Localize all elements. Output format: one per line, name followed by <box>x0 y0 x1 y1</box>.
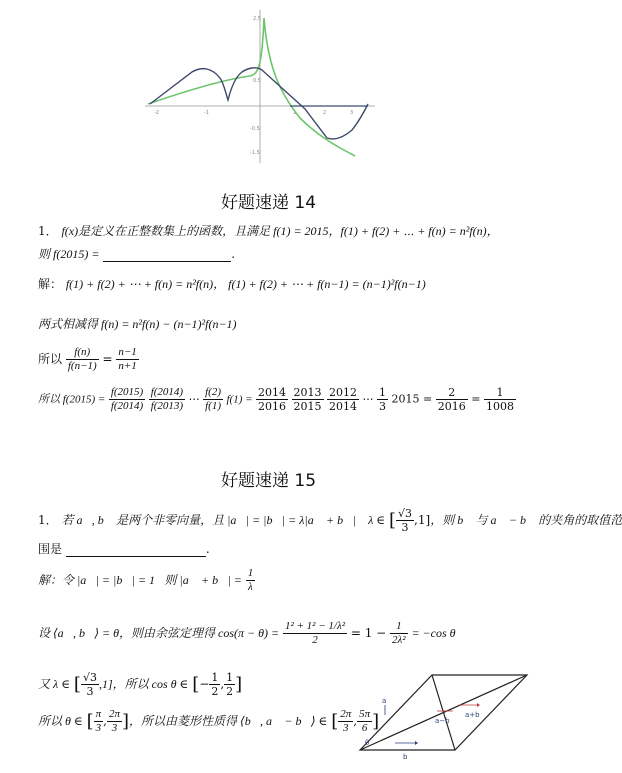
fraction: $\frac{1}{1008}$ <box>485 386 514 413</box>
label-a: a <box>382 697 387 705</box>
fraction: $\frac{1}{\lambda}$ <box>247 567 254 593</box>
p15-solution-line2: 设 ⟨a⃗, b⃗⟩ = θ，则由余弦定理得 cos(π − θ) = $\frac{\text{1² + 1² − 1/λ²}}{2}$ = 1 − $\frac{1}{\text{2λ²}}$ = −cos θ <box>38 620 456 646</box>
fraction: $\frac{1}{2}$ <box>211 671 219 698</box>
p15-title: 好题速递 15 <box>220 471 317 491</box>
tick-label: 2.5 <box>253 16 261 22</box>
fraction: $\frac{n-1}{n+1}$ <box>118 346 137 372</box>
fraction: $\frac{\pi}{3}$ <box>95 708 102 734</box>
tick-label: 3 <box>350 110 354 116</box>
fraction: $\frac{2\pi}{3}$ <box>340 708 352 734</box>
p14-question-text: f(x)是定义在正整数集上的函数，且满足 f(1) = 2015，f(1) + f(2) + ⋯ + f(n) = n²f(n)， <box>61 224 499 238</box>
tick-label: 1 <box>293 110 297 116</box>
tick-label: 0.5 <box>253 78 261 84</box>
fraction: $\frac{2013}{2015}$ <box>293 386 322 413</box>
fraction: $\frac{f(2)}{f(1)}$ <box>205 386 221 412</box>
tick-label: -1.5 <box>250 150 260 156</box>
fraction: $\frac{√3}{3}$ <box>82 671 97 698</box>
p14-solution-line4: 所以 f(2015) = $\frac{f(2015)}{f(2014)}$ $\frac{f(2014)}{f(2013)}$ ⋯ $\frac{f(2)}{f(1)}$ f(1) = $\frac{2014}{2016}$ $\frac{2013}{2015}$ $\frac{2012}{2014}$ ⋯ $\frac{1}{3}$ 2015 = $\frac{2}{2016}$ = $\frac{1}{1008}$ <box>38 386 514 413</box>
fraction: $\frac{5\pi}{6}$ <box>359 708 371 734</box>
p15-question-line2: 围是 . <box>38 542 210 556</box>
fraction: $\frac{√3}{3}$ <box>398 507 413 534</box>
p15-solution-line3: 又 λ ∈ [ $\frac{√3}{3}$ ,1]，所以 cos θ ∈ [− $\frac{1}{2}$ , $\frac{1}{2}$ ] <box>38 671 243 698</box>
label-theta: θ <box>365 739 370 747</box>
parallelogram-diagram <box>355 665 535 765</box>
p14-answer-blank[interactable] <box>103 248 231 262</box>
fraction: $\frac{f(2014)}{f(2013)}$ <box>150 386 184 412</box>
tick-label: -2 <box>154 110 159 116</box>
p15-solution-line1: 解：令 |a⃗| = |b⃗| = 1，则 |a⃗ + b⃗| = $\frac{1}{\lambda}$ <box>38 567 254 593</box>
label-apb: a+b <box>465 711 480 719</box>
p14-question-line2: 则 f(2015) = . <box>38 247 236 261</box>
fraction: $\frac{2012}{2014}$ <box>329 386 358 413</box>
fraction: $\frac{1}{\text{2λ²}}$ <box>392 620 406 646</box>
p15-solution-line4: 所以 θ ∈ [ $\frac{\pi}{3}$ , $\frac{2\pi}{3}$ ]，所以由菱形性质得 ⟨b⃗, a⃗ − b⃗⟩ ∈ [ $\frac{2\pi}{3}$ , $\frac{5\pi}{6}$ ] <box>38 708 380 734</box>
p14-title: 好题速递 14 <box>220 193 317 213</box>
p14-solution-line2: 两式相减得 f(n) = n²f(n) − (n−1)²f(n−1) <box>38 317 237 331</box>
fraction: $\frac{2\pi}{3}$ <box>108 708 120 734</box>
fraction: $\frac{1}{3}$ <box>379 386 387 413</box>
p15-question-line1: 1． 若 a⃗, b⃗ 是两个非零向量，且 |a⃗| = |b⃗| = λ|a⃗ + b⃗|， λ ∈ [ $\frac{√3}{3}$ ,1]，则 b⃗ 与 a⃗ − b⃗ 的夹角的取值范 <box>38 507 622 534</box>
function-graph <box>140 8 380 168</box>
fraction: $\frac{f(n)}{f(n-1)}$ <box>67 346 97 372</box>
p14-question-number: 1． <box>38 224 58 238</box>
p14-question-line1 <box>38 222 499 239</box>
fraction: $\frac{\text{1² + 1² − 1/λ²}}{2}$ <box>284 620 346 646</box>
p14-solution-line3: 所以 $\frac{f(n)}{f(n-1)}$ = $\frac{n-1}{n+1}$ <box>38 346 137 372</box>
fraction: $\frac{2014}{2016}$ <box>258 386 287 413</box>
fraction: $\frac{f(2015)}{f(2014)}$ <box>110 386 144 412</box>
label-amb: a−b <box>435 717 450 725</box>
p15-answer-blank[interactable] <box>66 543 206 557</box>
tick-label: -0.5 <box>250 126 260 132</box>
diagonal-diff <box>432 675 455 750</box>
fraction: $\frac{2}{2016}$ <box>437 386 466 413</box>
label-b: b <box>403 753 408 761</box>
p14-solution-line1: 解： f(1) + f(2) + ⋯ + f(n) = n²f(n)， f(1) + f(2) + ⋯ + f(n−1) = (n−1)²f(n−1) <box>38 277 426 291</box>
tick-label: 2 <box>323 110 327 116</box>
tick-label: -1 <box>204 110 209 116</box>
green-curve <box>148 18 355 156</box>
fraction: $\frac{1}{2}$ <box>226 671 234 698</box>
